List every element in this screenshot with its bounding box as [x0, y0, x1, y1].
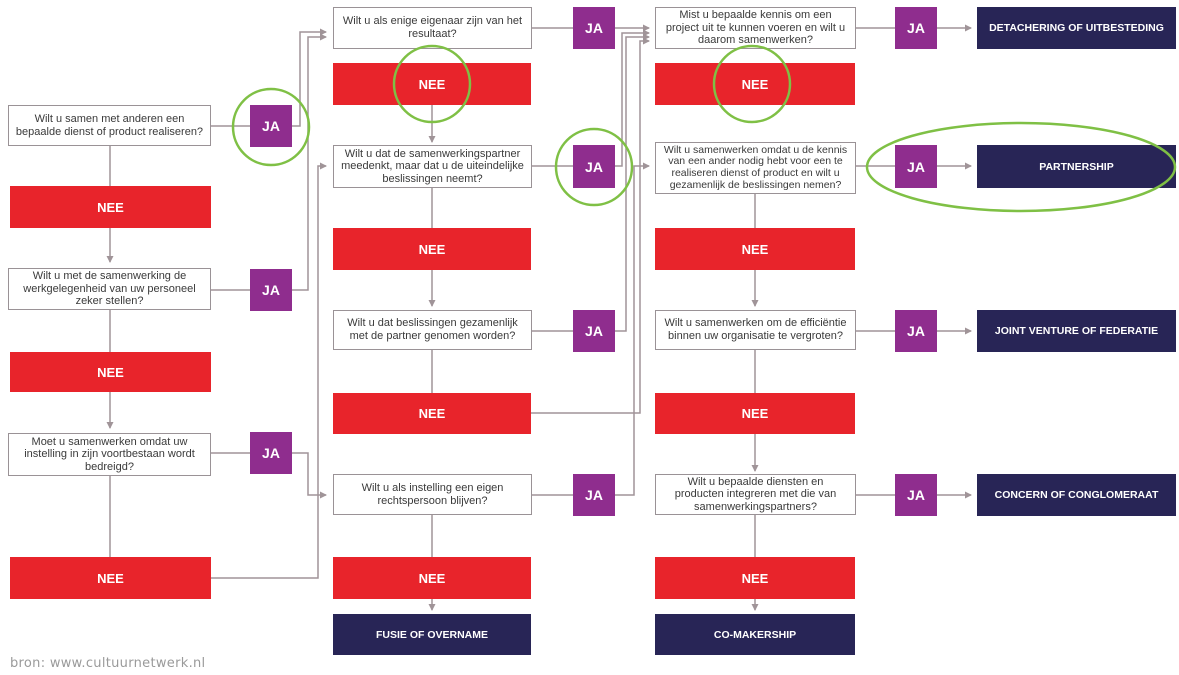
result-detachering: DETACHERING OF UITBESTEDING — [977, 7, 1176, 49]
highlight-circle — [556, 129, 632, 205]
nee-box: NEE — [655, 63, 855, 105]
question-efficiency: Wilt u samenwerken om de efficiëntie binnen uw organisatie te vergroten? — [655, 310, 856, 350]
question-existence-threatened: Moet u samenwerken omdat uw instelling in zijn voortbestaan wordt bedreigd? — [8, 433, 211, 476]
question-own-legal-entity: Wilt u als instelling een eigen rechtspersoon blijven? — [333, 474, 532, 515]
nee-box: NEE — [655, 393, 855, 434]
question-missing-knowledge: Mist u bepaalde kennis om een project uit te kunnen voeren en wilt u daarom samenwerken? — [655, 7, 856, 49]
nee-box: NEE — [655, 228, 855, 270]
nee-box: NEE — [10, 557, 211, 599]
ja-box: JA — [573, 310, 615, 352]
highlight-circle — [233, 89, 309, 165]
question-sole-owner: Wilt u als enige eigenaar zijn van het resultaat? — [333, 7, 532, 49]
nee-box: NEE — [333, 63, 531, 105]
result-fusie-of-overname: FUSIE OF OVERNAME — [333, 614, 531, 655]
nee-box: NEE — [10, 186, 211, 228]
question-knowledge-joint-decisions: Wilt u samenwerken omdat u de kennis van een ander nodig hebt voor een te realiseren dienst of product en wilt u gezamenlijk de beslissingen nemen? — [655, 142, 856, 194]
highlight-ellipse — [867, 123, 1175, 211]
nee-box: NEE — [333, 393, 531, 434]
ja-box: JA — [573, 7, 615, 49]
question-employment-security: Wilt u met de samenwerking de werkgelegenheid van uw personeel zeker stellen? — [8, 268, 211, 310]
ja-box: JA — [895, 310, 937, 352]
result-concern: CONCERN OF CONGLOMERAAT — [977, 474, 1176, 516]
ja-box: JA — [250, 432, 292, 474]
ja-box: JA — [250, 269, 292, 311]
question-partner-thinks-along: Wilt u dat de samenwerkingspartner meedenkt, maar dat u de uiteindelijke beslissingen neemt? — [333, 145, 532, 188]
ja-box: JA — [895, 474, 937, 516]
result-joint-venture: JOINT VENTURE OF FEDERATIE — [977, 310, 1176, 352]
highlight-circle — [394, 46, 470, 122]
nee-box: NEE — [10, 352, 211, 392]
nee-box: NEE — [333, 557, 531, 599]
question-joint-decisions: Wilt u dat beslissingen gezamenlijk met de partner genomen worden? — [333, 310, 532, 350]
ja-box: JA — [895, 7, 937, 49]
ja-box: JA — [250, 105, 292, 147]
nee-box: NEE — [333, 228, 531, 270]
ja-box: JA — [895, 145, 937, 188]
ja-box: JA — [573, 145, 615, 188]
question-collaborate-product: Wilt u samen met anderen een bepaalde dienst of product realiseren? — [8, 105, 211, 146]
ja-box: JA — [573, 474, 615, 516]
result-co-makership: CO-MAKERSHIP — [655, 614, 855, 655]
highlight-circle — [714, 46, 790, 122]
nee-box: NEE — [655, 557, 855, 599]
question-integrate-services: Wilt u bepaalde diensten en producten integreren met die van samenwerkingspartners? — [655, 474, 856, 515]
result-partnership: PARTNERSHIP — [977, 145, 1176, 188]
source-credit: bron: www.cultuurnetwerk.nl — [10, 656, 206, 671]
